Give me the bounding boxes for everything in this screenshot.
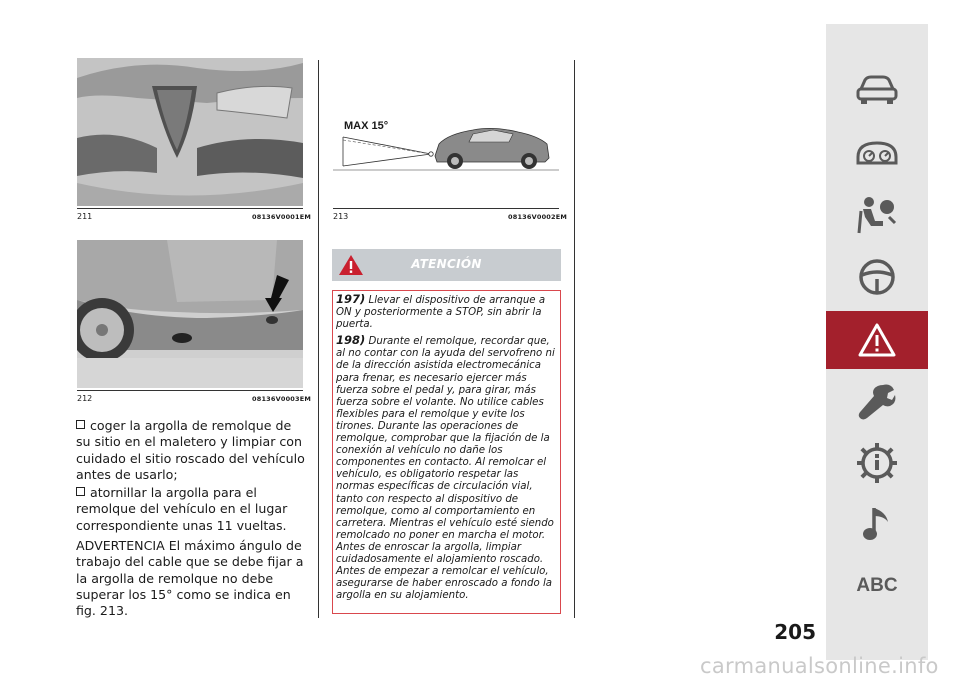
sidebar-item-driving[interactable]	[826, 248, 928, 306]
figure-212-rule	[77, 390, 303, 391]
figure-213-code: 08136V0002EM	[508, 213, 568, 221]
figure-212-image	[77, 240, 303, 388]
figure-211-number: 211	[77, 212, 93, 221]
figure-212-number: 212	[77, 394, 93, 403]
warning-header	[332, 249, 561, 281]
info-gear-icon	[856, 442, 898, 484]
sidebar-item-dashboard[interactable]	[826, 125, 928, 183]
instruction-bullet-1: coger la argolla de remolque de su sitio en el maletero y limpiar con cuidado el sitio roscado del vehículo antes de usarlo;	[76, 418, 305, 482]
sidebar-item-vehicle[interactable]	[826, 62, 928, 120]
figure-213-number: 213	[333, 212, 349, 221]
figure-213-image	[333, 58, 559, 206]
figure-213-rule	[333, 208, 559, 209]
wrench-icon	[857, 381, 897, 421]
figure-211-image	[77, 58, 303, 206]
figure-211-code: 08136V0001EM	[252, 213, 312, 221]
music-note-icon	[860, 504, 894, 544]
figure-212-code: 08136V0003EM	[252, 395, 312, 403]
advertencia-paragraph: ADVERTENCIA El máximo ángulo de trabajo del cable que se debe fijar a la argolla de remolque no debe superar los 15° como se indica en fig. 213.	[76, 538, 304, 619]
car-icon	[855, 75, 899, 107]
abc-index-label: ABC	[856, 575, 898, 596]
checkbox-bullet-icon	[76, 487, 85, 496]
column-divider-right	[574, 60, 575, 618]
warning-text	[336, 293, 559, 605]
max-angle-label: MAX 15°	[344, 120, 389, 132]
instructions-text	[76, 418, 308, 622]
sidebar-item-index[interactable]	[826, 557, 928, 615]
sidebar-item-technical-data[interactable]	[826, 434, 928, 492]
sidebar-item-multimedia[interactable]	[826, 495, 928, 553]
figure-211-rule	[77, 208, 303, 209]
watermark-text: carmanualsonline.info	[700, 654, 939, 678]
steering-wheel-icon	[857, 257, 897, 297]
sidebar-item-emergency[interactable]	[826, 311, 928, 369]
warning-item-197: 197) Llevar el dispositivo de arranque a ON y posteriormente a STOP, sin abrir la puerta.	[336, 292, 546, 331]
airbag-seat-icon	[855, 195, 899, 235]
checkbox-bullet-icon	[76, 420, 85, 429]
warning-item-198: 198) Durante el remolque, recordar que, al no contar con la ayuda del servofreno ni de la dirección asistida electromecánica para frenar, es necesario ejercer más fuerza sobre el pedal y, para girar, más fuerza sobre el volante. No utilice cables flexibles para el remolque y evite los tirones. Durante las operaciones de remolque, comprobar que la fijación de la conexión al vehículo no dañe los componentes en contacto. Al remolcar el vehículo, es obligatorio respetar las normas específicas de circulación vial, tanto con respecto al dispositivo de remolque, como al comportamiento en carretera. Mientras el vehículo esté siendo remolcado no poner en marcha el motor. Antes de enroscar la argolla, limpiar cuidadosamente el alojamiento roscado. Antes de empezar a remolcar el vehículo, asegurarse de haber enroscado a fondo la argolla en su alojamiento.	[336, 333, 555, 602]
sidebar-item-safety[interactable]	[826, 186, 928, 244]
warning-triangle-icon	[857, 322, 897, 358]
dashboard-gauges-icon	[855, 139, 899, 169]
page-number: 205	[774, 620, 816, 644]
sidebar-item-maintenance[interactable]	[826, 372, 928, 430]
column-divider-left	[318, 60, 319, 618]
instruction-bullet-2: atornillar la argolla para el remolque del vehículo en el lugar correspondiente unas 11 vueltas.	[76, 485, 288, 533]
warning-title: ATENCIÓN	[411, 257, 482, 271]
